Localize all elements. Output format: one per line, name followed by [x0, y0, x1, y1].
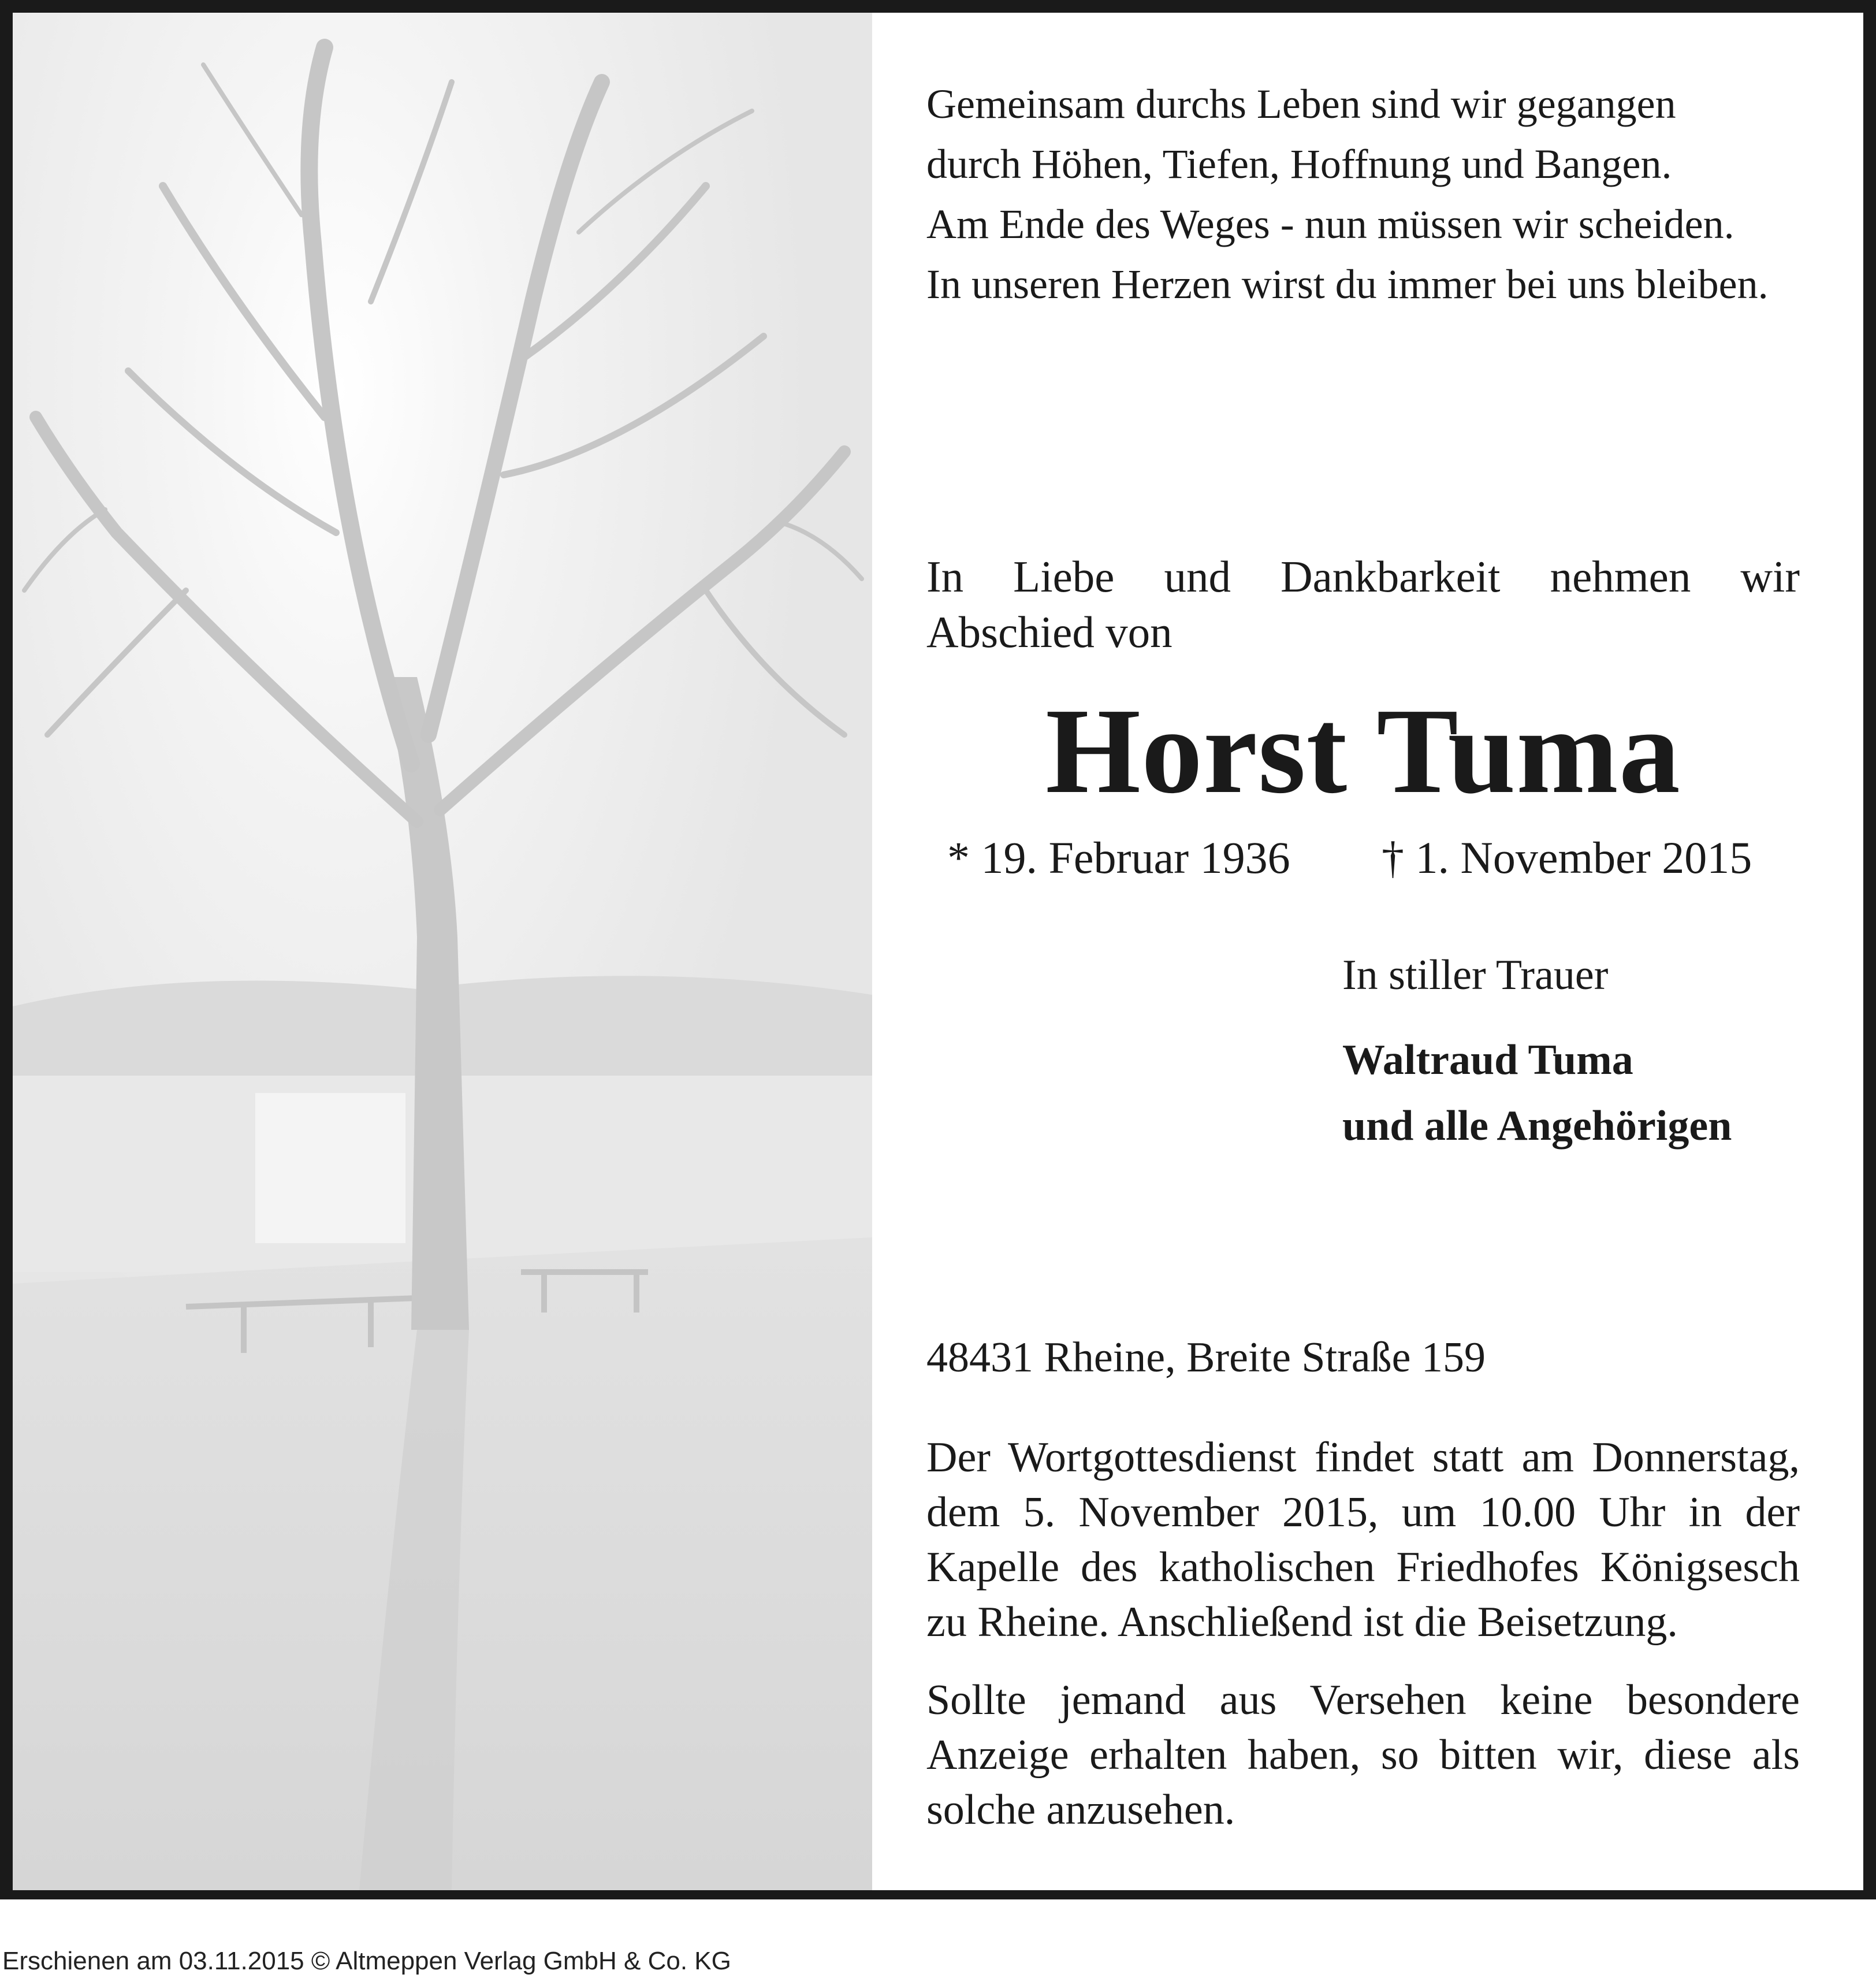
intro-line-1: In Liebe und Dankbarkeit nehmen wir: [926, 552, 1800, 601]
family-address: 48431 Rheine, Breite Straße 159: [926, 1334, 1486, 1381]
intro-line-2: Abschied von: [926, 607, 1172, 657]
death-date: † 1. November 2015: [1382, 832, 1752, 883]
signers-block: [1342, 1027, 1732, 1159]
notice-paragraph: Sollte jemand aus Versehen keine besondere Anzeige erhalten haben, so bitten wir, diese als solche anzusehen.: [926, 1676, 1800, 1834]
tree-illustration: [13, 13, 872, 1890]
poem-line: durch Höhen, Tiefen, Hoffnung und Bangen.: [926, 141, 1672, 187]
service-paragraph: Der Wortgottesdienst findet statt am Donnerstag, dem 5. November 2015, um 10.00 Uhr in der Kapelle des katholischen Friedhofes Königsesch zu Rheine. Anschließend ist die Beisetzung.: [926, 1434, 1800, 1646]
birth-date: * 19. Februar 1936: [947, 832, 1290, 883]
signer-relatives: und alle Angehörigen: [1342, 1102, 1732, 1150]
poem-block: [926, 74, 1800, 314]
mourning-label: In stiller Trauer: [1342, 951, 1609, 999]
poem-line: Gemeinsam durchs Leben sind wir gegangen: [926, 81, 1676, 127]
deceased-name: Horst Tuma: [1045, 683, 1681, 819]
farewell-intro: [926, 549, 1800, 660]
publication-footer: Erschienen am 03.11.2015 © Altmeppen Verlag GmbH & Co. KG: [2, 1947, 731, 1975]
poem-line: In unseren Herzen wirst du immer bei uns bleiben.: [926, 261, 1769, 307]
tree-lake-photo: [13, 13, 872, 1890]
poem-line: Am Ende des Weges - nun müssen wir scheiden.: [926, 201, 1734, 247]
signer-name: Waltraud Tuma: [1342, 1036, 1633, 1084]
